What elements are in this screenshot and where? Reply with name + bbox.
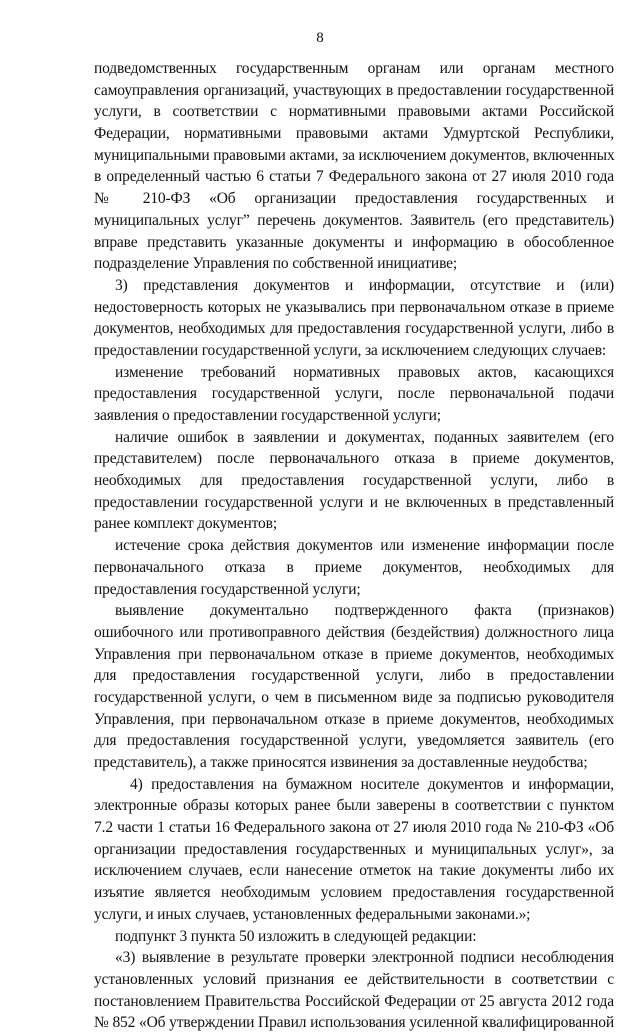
text-line: самоуправления организаций, участвующих в предоставлении государственной	[94, 81, 614, 99]
text-line: ранее комплект документов;	[94, 515, 277, 533]
text-line: 7.2 части 1 статьи 16 Федерального закона от 27 июля 2010 года № 210-ФЗ «Об	[94, 819, 614, 837]
text-line: подразделение Управления по собственной инициативе;	[94, 255, 458, 273]
text-line: предоставлении государственной услуги, за исключением следующих случаев:	[94, 341, 607, 359]
text-line: 4) предоставления на бумажном носителе документов и информации,	[130, 775, 614, 793]
text-line: № 852 «Об утверждении Правил использования усиленной квалифицированной	[94, 1014, 614, 1032]
text-line: муниципальных услуг” перечень документов. Заявитель (его представитель)	[94, 211, 614, 229]
text-line: 3) представления документов и информации, отсутствие и (или)	[115, 276, 614, 294]
text-line: истечение срока действия документов или изменение информации после	[115, 537, 614, 555]
text-line: заявления о предоставлении государственной услуги;	[94, 407, 441, 424]
text-line: для предоставления государственной услуги, либо в предоставлении	[94, 667, 614, 685]
page-number: 8	[316, 30, 324, 46]
text-line: муниципальными правовыми актами, за исключением документов, включенных	[94, 146, 615, 164]
text-line: первоначального отказа в приеме документов, необходимых для	[94, 558, 614, 576]
text-line: электронные образы которых ранее были заверены в соответствии с пунктом	[94, 797, 614, 815]
text-line: «3) выявление в результате проверки электронной подписи несоблюдения	[115, 949, 614, 967]
text-line: организации предоставления государственных и муниципальных услуг», за	[94, 840, 614, 858]
text-line: предоставлении государственной услуги и не включенных в представленный	[94, 493, 614, 511]
text-line: Федерации, нормативными правовыми актами Удмуртской Республики,	[94, 125, 614, 143]
text-line: представителем) после первоначального отказа в приеме документов,	[94, 450, 614, 468]
text-line: наличие ошибок в заявлении и документах, поданных заявителем (его	[115, 428, 614, 446]
text-line: для предоставления государственной услуги, уведомляется заявитель (его	[94, 732, 614, 750]
text-line: государственной услуги, о чем в письменном виде за подписью руководителя	[94, 688, 614, 706]
text-line: ошибочного или противоправного действия (бездействия) должностного лица	[94, 623, 614, 641]
text-line: услуги, и иных случаев, установленных федеральными законами.»;	[94, 905, 531, 923]
text-line: вправе представить указанные документы и информацию в обособленное	[94, 233, 614, 251]
text-line: выявление документально подтвержденного факта (признаков)	[115, 602, 614, 620]
text-line: услуги, в соответствии с нормативными правовыми актами Российской	[94, 103, 614, 121]
text-line: документов, необходимых для предоставления государственной услуги, либо в	[94, 320, 614, 338]
text-line: № 210-ФЗ «Об организации предоставления государственных и	[94, 190, 614, 208]
text-line: подведомственных государственным органам или органам местного	[94, 60, 614, 77]
text-line: в определенный частью 6 статьи 7 Федерального закона от 27 июля 2010 года	[94, 168, 614, 186]
text-line: изъятие является необходимым условием предоставления государственной	[94, 884, 614, 902]
text-line: необходимых для предоставления государственной услуги, либо в	[94, 472, 614, 490]
text-line: Управления, при первоначальном отказе в приеме документов, необходимых	[94, 710, 614, 728]
text-line: подпункт 3 пункта 50 изложить в следующей редакции:	[115, 927, 477, 945]
text-line: постановлением Правительства Российской Федерации от 25 августа 2012 года	[94, 992, 614, 1010]
text-line: недостоверность которых не указывались при первоначальном отказе в приеме	[94, 298, 614, 316]
text-line: исключением случаев, если нанесение отметок на такие документы либо их	[94, 862, 614, 880]
text-line: установленных условий признания ее действительности в соответствии с	[94, 970, 614, 988]
text-line: предоставления государственной услуги, после первоначальной подачи	[94, 385, 614, 403]
text-line: изменение требований нормативных правовых актов, касающихся	[115, 363, 614, 381]
text-line: Управления при первоначальном отказе в приеме документов, необходимых	[94, 645, 614, 663]
text-line: предоставления государственной услуги;	[94, 580, 361, 598]
body-text	[94, 58, 614, 1034]
text-line: представитель), а также приносятся извинения за доставленные неудобства;	[94, 754, 588, 771]
